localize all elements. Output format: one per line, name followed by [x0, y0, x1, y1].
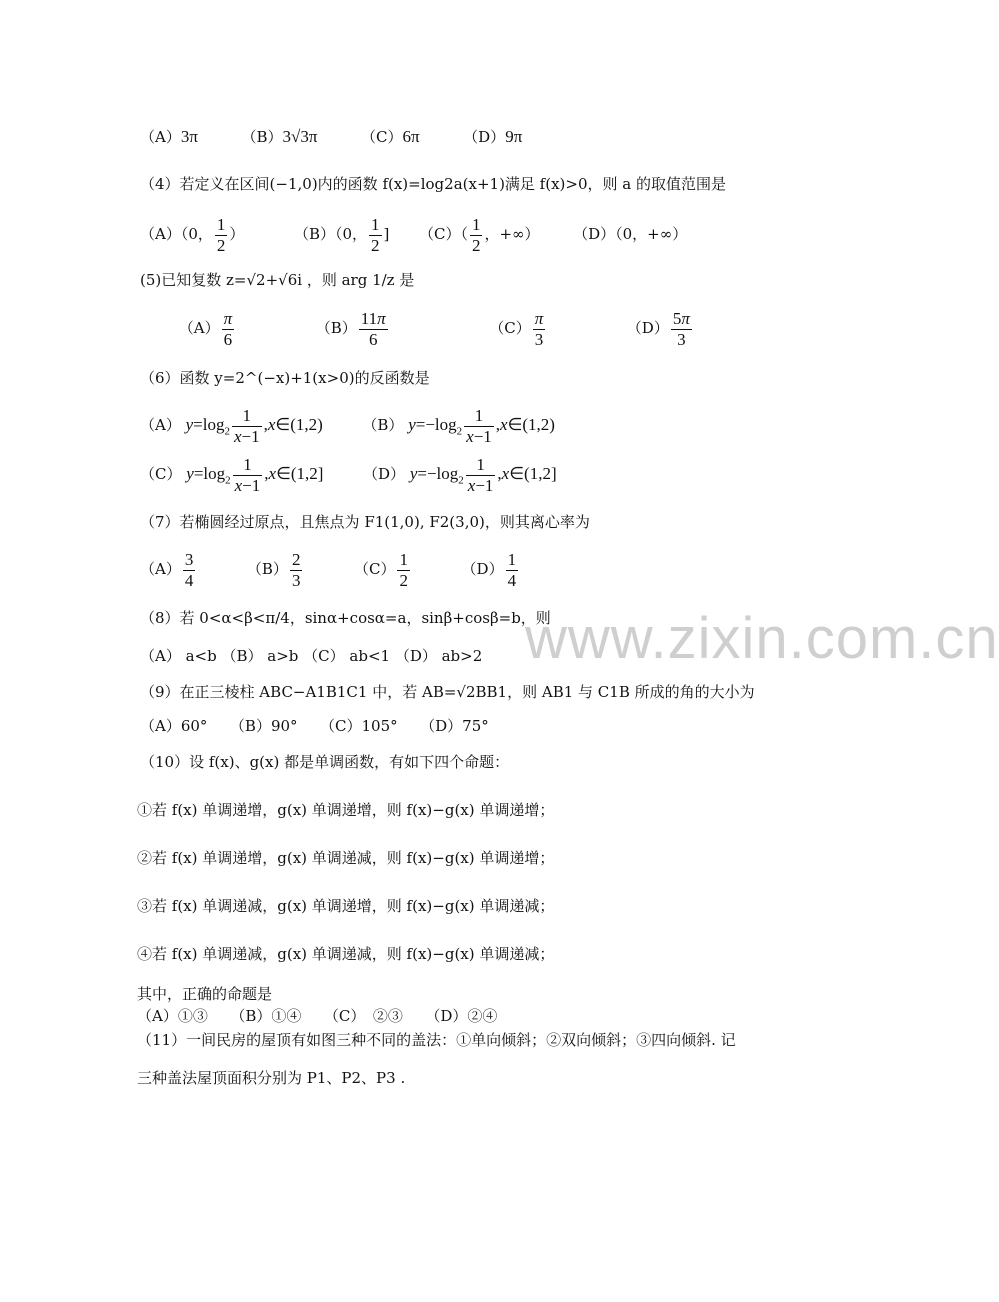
q3-option-c: 6π — [402, 127, 420, 146]
q6-option-d-label: （D） — [363, 465, 406, 483]
q4-option-d: （D）（0，+∞） — [573, 225, 688, 243]
q11-line-2: 三种盖法屋顶面积分别为 P1、P2、P3 . — [137, 1069, 406, 1087]
q3-option-d: 9π — [505, 127, 523, 146]
q7-options — [140, 549, 840, 591]
q4-option-b-end: ] — [383, 225, 390, 243]
watermark: www.zixin.com.cn — [525, 606, 999, 671]
q5-option-b-label: （B） — [315, 319, 357, 337]
q3-option-a-label: （A） — [140, 128, 181, 146]
q4-option-b-label: （B）（0， — [293, 225, 368, 243]
q4-option-c-end: ，+∞） — [484, 225, 540, 243]
q6-option-b-label: （B） — [362, 416, 404, 434]
q10-proposition-1: ①若 f(x) 单调递增，g(x) 单调递增，则 f(x)−g(x) 单调递增； — [137, 801, 555, 819]
q10-stem: （10）设 f(x)、g(x) 都是单调函数，有如下四个命题： — [140, 753, 510, 771]
q6-options-ab: （A） $y=\log_2$ $\frac{1}{x-1}$ ,x∈(1,2) （B） $y=-\log_2$ $\frac{1}{x-1}$ ,x∈(1,2) — [140, 405, 555, 446]
q7-option-c-label: （C） — [354, 560, 396, 578]
q5-option-b: $\frac{11\pi}{6}$ — [360, 308, 386, 349]
q5-option-d-label: （D） — [626, 319, 669, 337]
q3-option-b: 3√3π — [282, 127, 318, 146]
q10-proposition-4: ④若 f(x) 单调递减，g(x) 单调递减，则 f(x)−g(x) 单调递减； — [137, 945, 555, 963]
q7-option-d: $\frac{1}{4}$ — [507, 549, 517, 590]
q8-options: （A） a<b （B） a>b （C） ab<1 （D） ab>2 — [140, 647, 483, 665]
q5-options — [140, 308, 840, 350]
q7-option-b: $\frac{2}{3}$ — [291, 549, 301, 590]
q4-option-a-end: ） — [229, 225, 245, 243]
q7-stem: （7）若椭圆经过原点，且焦点为 F1(1,0), F2(3,0)，则其离心率为 — [140, 513, 590, 531]
q6-stem: （6）函数 y=2^(−x)+1(x>0)的反函数是 — [140, 369, 430, 387]
q3-option-b-label: （B） — [241, 128, 283, 146]
q3-option-a: 3π — [180, 127, 198, 146]
q5-option-d: $\frac{5\pi}{3}$ — [672, 308, 690, 349]
q11-line-1: （11）一间民房的屋顶有如图三种不同的盖法：①单向倾斜；②双向倾斜；③四向倾斜. 记 — [137, 1031, 736, 1049]
q4-option-c-label: （C）（ — [418, 225, 468, 243]
q3-option-d-label: （D） — [463, 128, 506, 146]
q5-option-c-label: （C） — [489, 319, 531, 337]
q7-option-b-label: （B） — [246, 560, 288, 578]
q8-stem: （8）若 0<α<β<π/4，sinα+cosα=a，sinβ+cosβ=b，则 — [140, 609, 551, 627]
q6-option-a-label: （A） — [140, 416, 181, 434]
q3-option-c-label: （C） — [361, 128, 403, 146]
q4-option-a-frac: $\frac{1}{2}$ — [216, 214, 226, 255]
q7-option-d-label: （D） — [461, 560, 504, 578]
q4-option-a-label: （A）（0， — [140, 225, 213, 243]
q4-option-b-frac: $\frac{1}{2}$ — [371, 214, 380, 255]
q7-option-a-label: （A） — [140, 560, 181, 578]
q7-option-c: $\frac{1}{2}$ — [399, 549, 408, 590]
q9-options: （A）60° （B）90° （C）105° （D）75° — [140, 717, 489, 735]
q10-proposition-2: ②若 f(x) 单调递增，g(x) 单调递减，则 f(x)−g(x) 单调递增； — [137, 849, 555, 867]
q5-stem: (5)已知复数 z=√2+√6i ，则 arg 1/z 是 — [140, 271, 415, 289]
q3-options — [140, 127, 840, 147]
q10-proposition-3: ③若 f(x) 单调递减，g(x) 单调递增，则 f(x)−g(x) 单调递减； — [137, 897, 555, 915]
q5-option-a: $\frac{\pi}{6}$ — [223, 308, 233, 349]
q4-options — [140, 214, 840, 256]
q10-conclusion: 其中，正确的命题是 — [137, 985, 273, 1003]
q5-option-a-label: （A） — [178, 319, 220, 337]
q4-option-c-frac: $\frac{1}{2}$ — [471, 214, 481, 255]
q7-option-a: $\frac{3}{4}$ — [184, 549, 194, 590]
q9-stem: （9）在正三棱柱 ABC−A1B1C1 中，若 AB=√2BB1，则 AB1 与 C1B 所成的角的大小为 — [140, 683, 755, 701]
q6-option-c-label: （C） — [140, 465, 182, 483]
q4-stem: （4）若定义在区间(−1,0)内的函数 f(x)=log2a(x+1)满足 f(x)>0，则 a 的取值范围是 — [140, 175, 726, 193]
q5-option-c: $\frac{\pi}{3}$ — [534, 308, 544, 349]
q10-options: （A）①③ （B）①④ （C） ②③ （D）②④ — [137, 1007, 498, 1025]
q6-options-cd: （C） $y=\log_2$ $\frac{1}{x-1}$ ,x∈(1,2] （D） $y=-\log_2$ $\frac{1}{x-1}$ ,x∈(1,2] — [140, 454, 557, 495]
